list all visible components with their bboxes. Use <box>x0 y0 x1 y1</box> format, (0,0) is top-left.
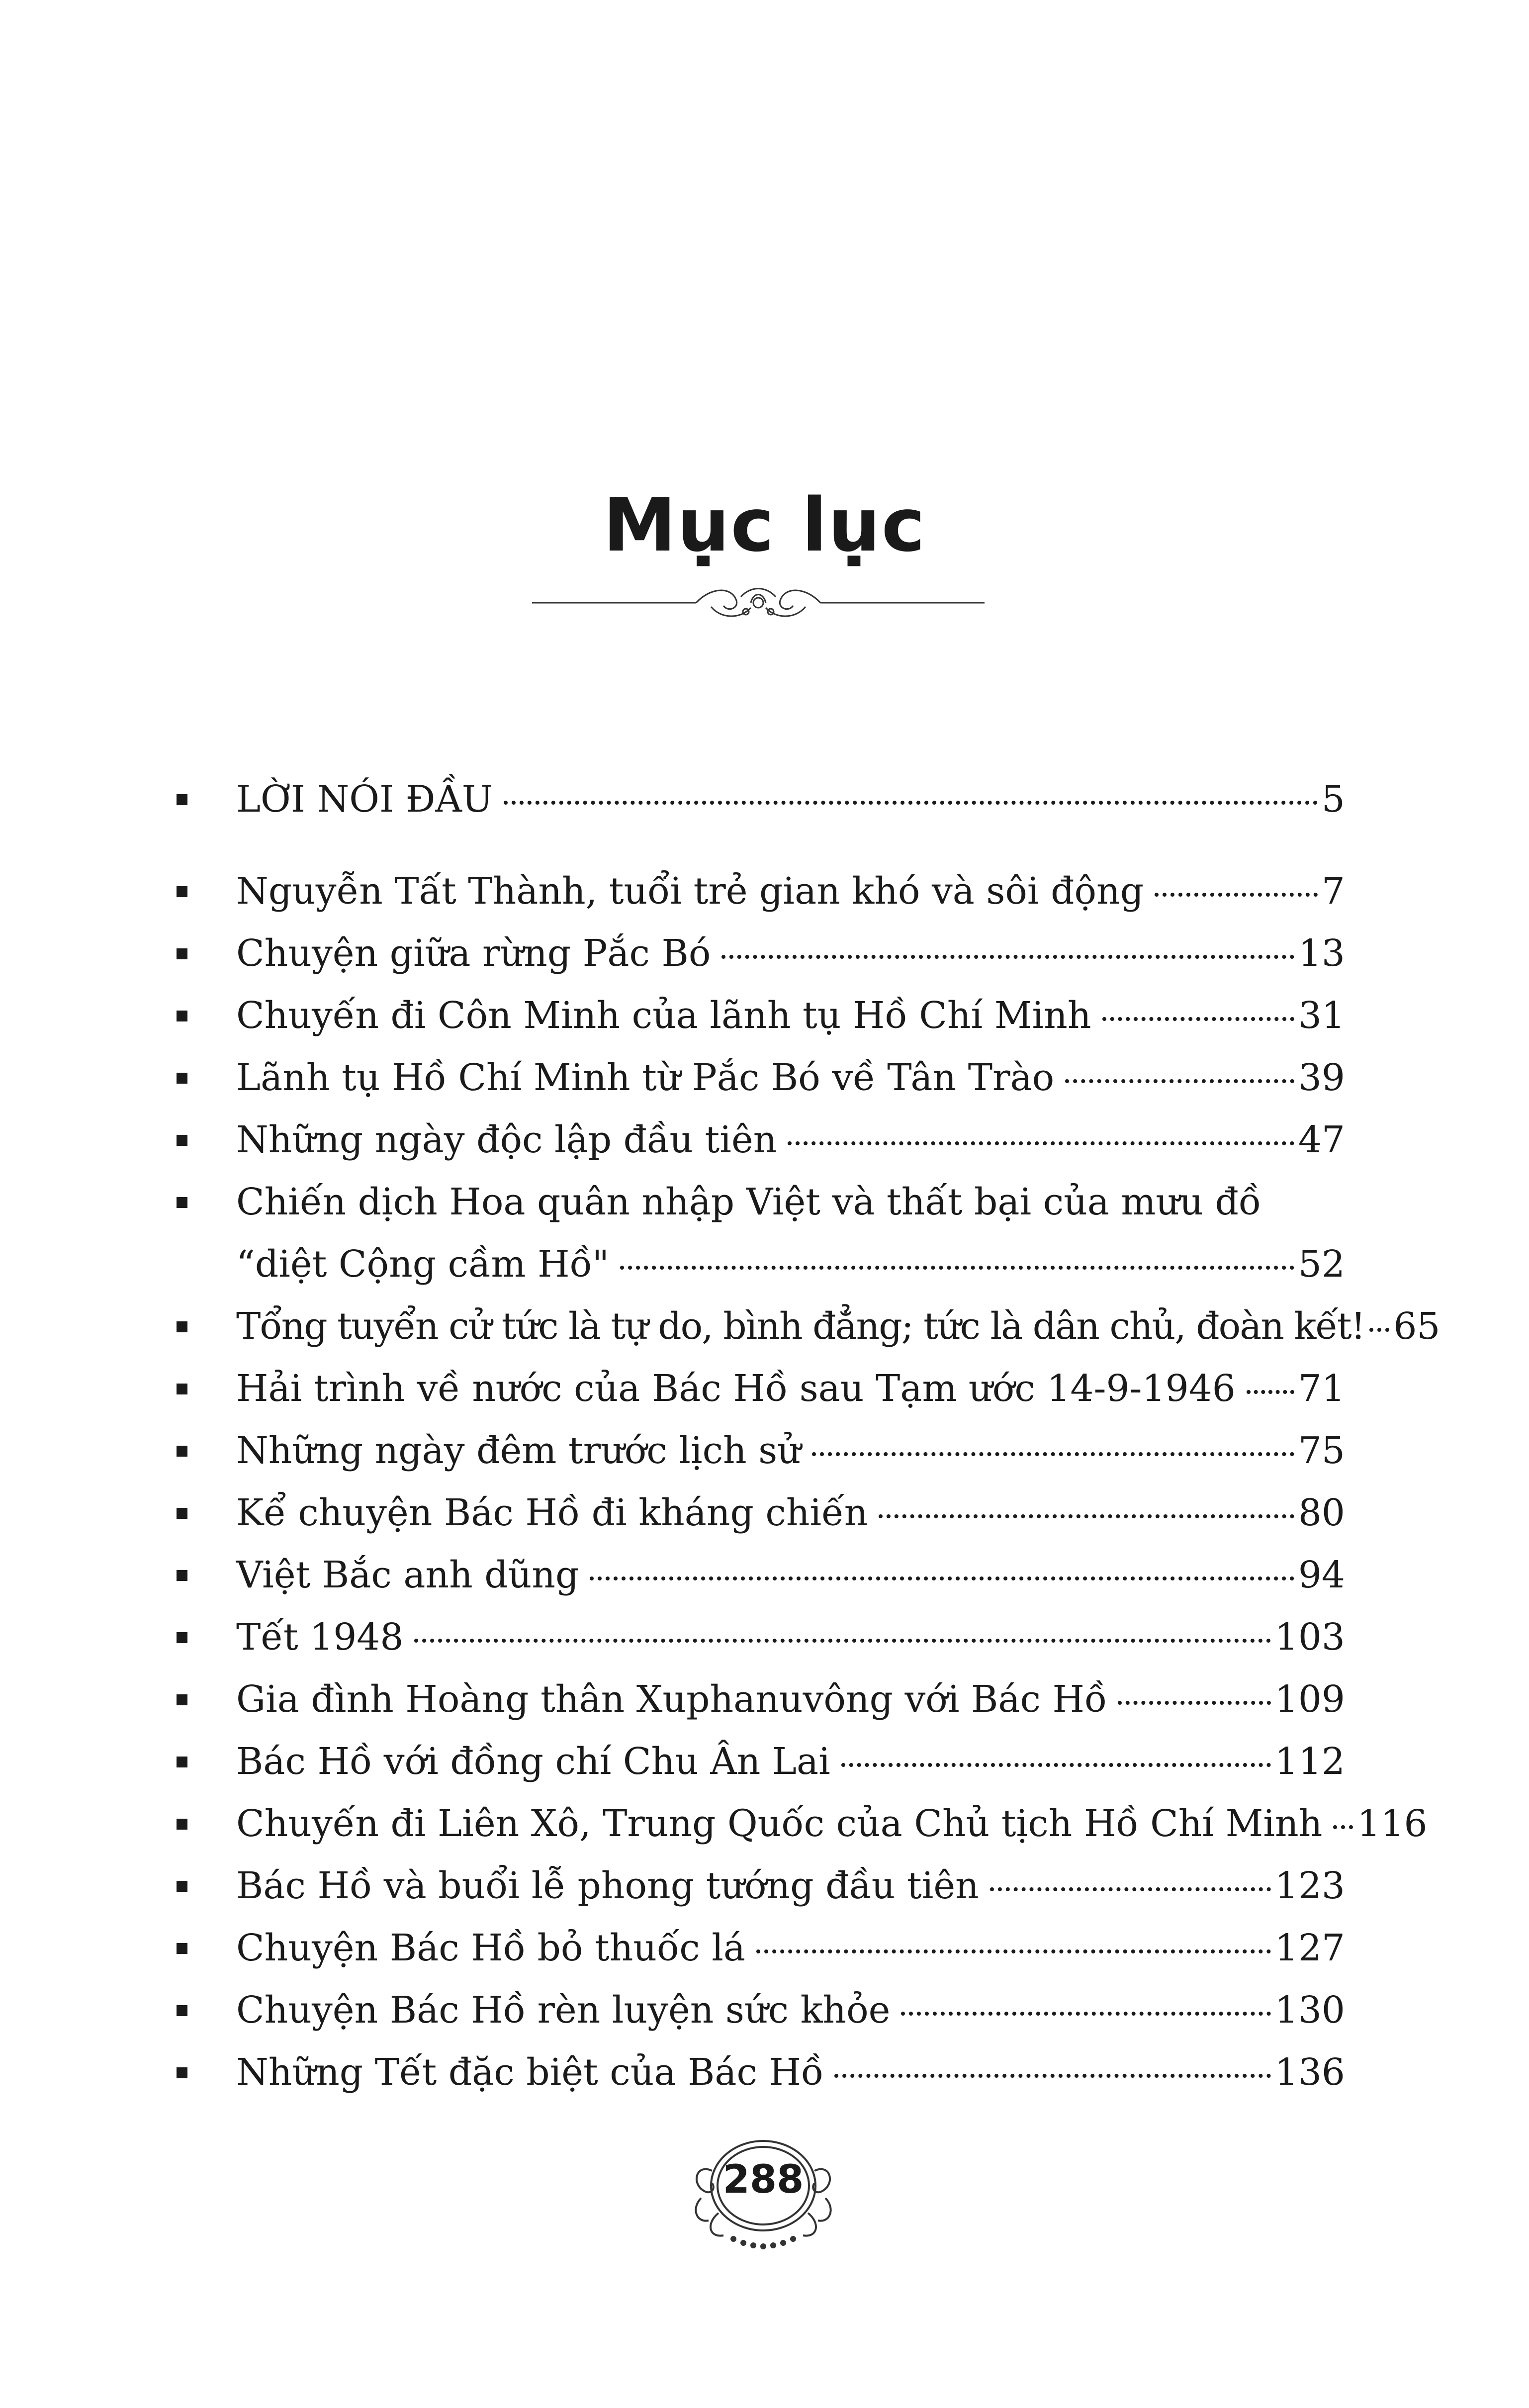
bullet-icon <box>177 1321 187 1332</box>
bullet-icon <box>177 1632 187 1643</box>
toc-entry-page: 5 <box>1321 778 1345 821</box>
toc-entry[interactable] <box>174 1420 1345 1482</box>
ornament-divider <box>532 577 985 627</box>
toc-entry-title: Tổng tuyển cử tức là tự do, bình đẳng; tức là dân chủ, đoàn kết! <box>236 1305 1365 1348</box>
dot-leader <box>1369 1328 1389 1332</box>
dot-leader <box>990 1887 1271 1891</box>
toc-entry-title: LỜI NÓI ĐẦU <box>236 778 493 821</box>
toc-entry-page: 65 <box>1393 1305 1440 1348</box>
bullet-icon <box>177 1508 187 1519</box>
toc-entry-title: Những ngày đêm trước lịch sử <box>236 1429 801 1472</box>
toc-entry-title: Tết 1948 <box>236 1616 404 1659</box>
bullet-icon <box>177 1011 187 1021</box>
page-number-badge <box>681 2124 845 2263</box>
toc-entry-title: Bác Hồ với đồng chí Chu Ân Lai <box>236 1740 830 1783</box>
bullet-icon <box>177 886 187 897</box>
toc-entry-page: 116 <box>1357 1802 1428 1845</box>
bullet-icon <box>177 1384 187 1394</box>
toc-entry[interactable] <box>174 1793 1428 1855</box>
bullet-icon <box>177 1881 187 1892</box>
page-title: Mục lục <box>603 482 926 568</box>
bullet-icon <box>177 1819 187 1830</box>
bullet-icon <box>177 794 187 805</box>
toc-entry-title-continued: “diệt Cộng cầm Hồ" <box>236 1243 609 1286</box>
toc-entry[interactable] <box>174 1917 1345 1979</box>
toc-entry-page: 39 <box>1298 1056 1345 1099</box>
toc-entry[interactable] <box>174 1171 1345 1296</box>
toc-entry[interactable] <box>174 923 1345 985</box>
dot-leader <box>812 1452 1294 1456</box>
toc-entry[interactable] <box>174 1668 1345 1731</box>
dot-leader <box>1102 1017 1294 1021</box>
dot-leader <box>590 1576 1294 1580</box>
dot-leader <box>1155 893 1318 897</box>
bullet-icon <box>177 1570 187 1581</box>
toc-entry-title: Gia đình Hoàng thân Xuphanuvông với Bác Hồ <box>236 1678 1107 1721</box>
toc-entry-title: Nguyễn Tất Thành, tuổi trẻ gian khó và sôi động <box>236 870 1144 913</box>
toc-entry-title: Chuyến đi Liên Xô, Trung Quốc của Chủ tịch Hồ Chí Minh <box>236 1802 1323 1845</box>
dot-leader <box>834 2074 1270 2078</box>
toc-entry[interactable] <box>174 985 1345 1047</box>
bullet-icon <box>177 1197 187 1208</box>
toc-entry-title: Chuyện Bác Hồ bỏ thuốc lá <box>236 1927 746 1969</box>
bullet-icon <box>177 1135 187 1146</box>
bullet-icon <box>177 1694 187 1705</box>
dot-leader <box>756 1949 1271 1953</box>
bullet-icon <box>177 1943 187 1954</box>
bullet-icon <box>177 1073 187 1084</box>
toc-entry[interactable] <box>174 1731 1345 1793</box>
page-number: 288 <box>722 2157 804 2202</box>
toc-entry-page: 136 <box>1274 2051 1345 2094</box>
dot-leader <box>721 955 1294 959</box>
toc-entry-title: Việt Bắc anh dũng <box>236 1554 579 1596</box>
toc-entry[interactable] <box>174 1979 1345 2041</box>
toc-entry-page: 94 <box>1298 1554 1345 1596</box>
toc-entry-page: 80 <box>1298 1491 1345 1534</box>
toc-entry-title: Bác Hồ và buổi lễ phong tướng đầu tiên <box>236 1864 979 1907</box>
toc-entry-title: Hải trình về nước của Bác Hồ sau Tạm ước 14-9-1946 <box>236 1367 1236 1410</box>
bullet-icon <box>177 1757 187 1767</box>
dot-leader <box>1247 1390 1294 1394</box>
dot-leader <box>1065 1079 1294 1083</box>
toc-entry[interactable] <box>174 1358 1345 1420</box>
toc-entry-page: 103 <box>1274 1616 1345 1659</box>
toc-entry-page: 130 <box>1274 1989 1345 2032</box>
dot-leader <box>788 1141 1294 1145</box>
toc-entry-page: 47 <box>1298 1118 1345 1161</box>
toc-entry-page: 71 <box>1298 1367 1345 1410</box>
toc-entry-title: Lãnh tụ Hồ Chí Minh từ Pắc Bó về Tân Trào <box>236 1056 1055 1099</box>
bullet-icon <box>177 948 187 959</box>
dot-leader <box>879 1514 1294 1518</box>
dot-leader <box>620 1266 1294 1270</box>
dot-leader <box>1118 1701 1270 1705</box>
toc-entry[interactable] <box>174 860 1345 923</box>
toc-entry-page: 112 <box>1274 1740 1345 1783</box>
dot-leader <box>504 801 1318 805</box>
toc-entry[interactable] <box>174 1855 1345 1917</box>
toc-entry-title: Kể chuyện Bác Hồ đi kháng chiến <box>236 1491 868 1534</box>
toc-entry-page: 52 <box>1298 1243 1345 1286</box>
toc-entry-title: Những ngày độc lập đầu tiên <box>236 1118 777 1161</box>
bullet-icon <box>177 1446 187 1457</box>
dot-leader <box>901 2012 1270 2016</box>
toc-entry-page: 13 <box>1298 932 1345 975</box>
dot-leader <box>841 1763 1271 1767</box>
toc-entry-title: Chuyến đi Côn Minh của lãnh tụ Hồ Chí Minh <box>236 994 1091 1037</box>
toc-entry[interactable] <box>174 1047 1345 1109</box>
toc-entry-page: 123 <box>1274 1864 1345 1907</box>
dot-leader <box>1333 1825 1353 1829</box>
table-of-contents <box>174 768 1440 2104</box>
toc-entry-title: Chiến dịch Hoa quân nhập Việt và thất bại của mưu đồ <box>236 1181 1261 1223</box>
toc-entry[interactable] <box>174 1606 1345 1668</box>
toc-entry[interactable] <box>174 768 1345 831</box>
toc-entry-page: 31 <box>1298 994 1345 1037</box>
toc-entry[interactable] <box>174 1296 1440 1358</box>
toc-entry-title: Chuyện Bác Hồ rèn luyện sức khỏe <box>236 1989 891 2032</box>
bullet-icon <box>177 2005 187 2016</box>
toc-entry[interactable] <box>174 1544 1345 1606</box>
dot-leader <box>414 1639 1270 1643</box>
toc-entry[interactable] <box>174 1109 1345 1171</box>
toc-entry[interactable] <box>174 1482 1345 1544</box>
bullet-icon <box>177 2067 187 2078</box>
toc-entry-title: Chuyện giữa rừng Pắc Bó <box>236 932 711 975</box>
toc-entry-title: Những Tết đặc biệt của Bác Hồ <box>236 2051 824 2094</box>
toc-entry-page: 75 <box>1298 1429 1345 1472</box>
toc-entry[interactable] <box>174 2041 1345 2104</box>
toc-entry-page: 127 <box>1274 1927 1345 1969</box>
toc-entry-page: 109 <box>1274 1678 1345 1721</box>
toc-entry-page: 7 <box>1321 870 1345 913</box>
